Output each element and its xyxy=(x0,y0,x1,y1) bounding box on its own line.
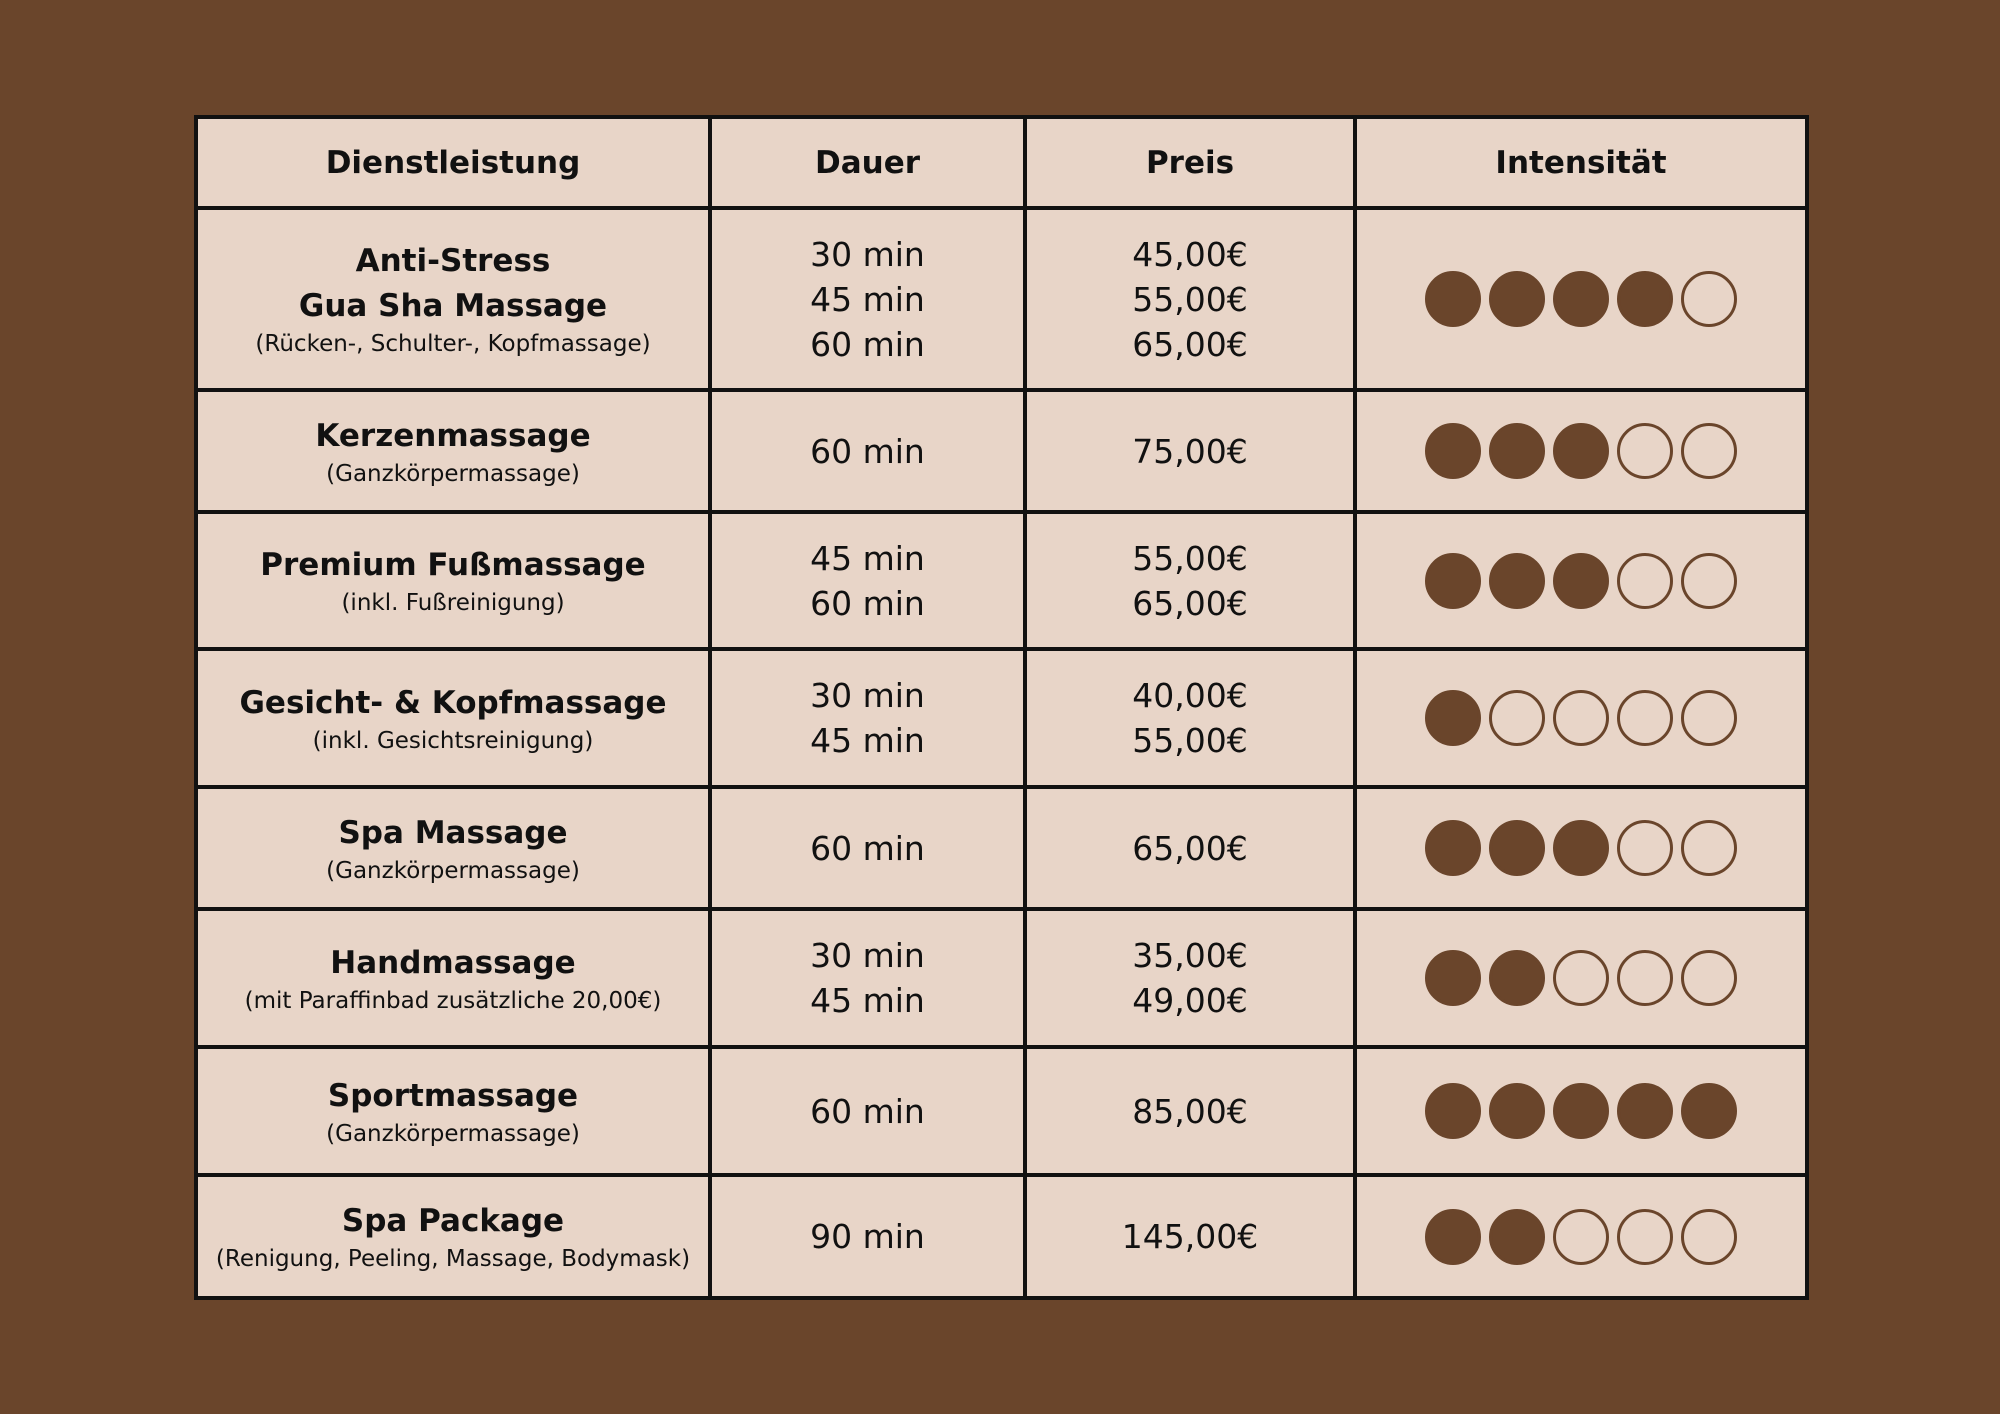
service-name-line: Gesicht- & Kopfmassage xyxy=(239,684,667,721)
intensity-rating xyxy=(1357,553,1805,609)
intensity-dot-filled xyxy=(1617,1083,1673,1139)
intensity-dot-empty xyxy=(1617,820,1673,876)
intensity-dot-empty xyxy=(1617,950,1673,1006)
duration-value: 60 min xyxy=(810,324,925,364)
service-name-line: Premium Fußmassage xyxy=(260,547,646,583)
intensity-cell xyxy=(1355,787,1807,909)
service-name-line: Handmassage xyxy=(330,944,576,981)
service-note: (inkl. Fußreinigung) xyxy=(341,590,565,616)
service-name xyxy=(198,1199,708,1244)
intensity-dot-empty xyxy=(1617,423,1673,479)
header-intensity: Intensität xyxy=(1355,117,1807,208)
price-value: 35,00€ xyxy=(1132,936,1248,975)
service-name xyxy=(198,414,708,459)
intensity-cell xyxy=(1355,909,1807,1047)
intensity-dot-empty xyxy=(1681,950,1737,1006)
duration-value: 60 min xyxy=(810,583,925,623)
intensity-dot-filled xyxy=(1553,553,1609,609)
table-row xyxy=(196,787,1807,909)
intensity-dot-filled xyxy=(1489,1209,1545,1265)
intensity-dot-empty xyxy=(1617,1209,1673,1265)
intensity-dot-empty xyxy=(1681,820,1737,876)
price-value: 65,00€ xyxy=(1132,324,1248,364)
intensity-dot-filled xyxy=(1425,1209,1481,1265)
intensity-dot-empty xyxy=(1681,690,1737,746)
price-value: 55,00€ xyxy=(1132,538,1248,578)
intensity-rating xyxy=(1357,271,1805,327)
duration-cell xyxy=(710,1175,1025,1298)
price-table xyxy=(194,115,1809,1300)
price-cell xyxy=(1025,649,1355,787)
intensity-dot-filled xyxy=(1425,950,1481,1006)
price-value: 49,00€ xyxy=(1132,981,1248,1020)
service-cell xyxy=(196,208,710,390)
service-cell xyxy=(196,390,710,512)
duration-value: 90 min xyxy=(810,1217,925,1256)
intensity-cell xyxy=(1355,390,1807,512)
intensity-dot-empty xyxy=(1681,553,1737,609)
intensity-dot-empty xyxy=(1553,1209,1609,1265)
duration-value: 45 min xyxy=(810,538,925,578)
service-note: (Rücken-, Schulter-, Kopfmassage) xyxy=(255,331,651,357)
service-name-line: Anti-Stress xyxy=(355,243,551,279)
header-service: Dienstleistung xyxy=(196,117,710,208)
duration-value: 45 min xyxy=(810,279,925,319)
price-value: 40,00€ xyxy=(1132,676,1248,715)
intensity-dot-filled xyxy=(1425,690,1481,746)
price-value: 85,00€ xyxy=(1132,1091,1248,1131)
intensity-dot-filled xyxy=(1425,423,1481,479)
intensity-dot-filled xyxy=(1489,553,1545,609)
price-value: 55,00€ xyxy=(1132,721,1248,760)
intensity-dot-filled xyxy=(1425,1083,1481,1139)
intensity-dot-filled xyxy=(1553,1083,1609,1139)
intensity-dot-filled xyxy=(1553,820,1609,876)
intensity-dot-filled xyxy=(1617,271,1673,327)
service-name-line: Gua Sha Massage xyxy=(298,288,608,324)
price-cell xyxy=(1025,787,1355,909)
intensity-cell xyxy=(1355,1047,1807,1175)
intensity-dot-empty xyxy=(1553,690,1609,746)
header-row xyxy=(196,117,1807,208)
service-name-line: Spa Massage xyxy=(338,814,568,851)
price-value: 75,00€ xyxy=(1132,431,1248,471)
service-note: (Ganzkörpermassage) xyxy=(326,1120,580,1147)
intensity-dot-empty xyxy=(1553,950,1609,1006)
intensity-dot-empty xyxy=(1681,271,1737,327)
service-name xyxy=(198,239,708,329)
table-row xyxy=(196,649,1807,787)
intensity-dot-filled xyxy=(1425,553,1481,609)
intensity-dot-empty xyxy=(1617,553,1673,609)
intensity-dot-filled xyxy=(1489,271,1545,327)
price-cell xyxy=(1025,1175,1355,1298)
table-row xyxy=(196,512,1807,649)
price-value: 45,00€ xyxy=(1132,234,1248,274)
intensity-dot-empty xyxy=(1681,1209,1737,1265)
duration-value: 45 min xyxy=(810,721,925,760)
service-name xyxy=(198,1074,708,1119)
price-value: 55,00€ xyxy=(1132,279,1248,319)
price-value: 65,00€ xyxy=(1132,828,1248,868)
intensity-cell xyxy=(1355,1175,1807,1298)
intensity-rating xyxy=(1357,950,1805,1006)
table-row xyxy=(196,909,1807,1047)
service-note: (inkl. Gesichtsreinigung) xyxy=(312,727,594,754)
service-name xyxy=(198,681,708,726)
intensity-cell xyxy=(1355,512,1807,649)
service-cell xyxy=(196,1047,710,1175)
intensity-rating xyxy=(1357,690,1805,746)
table-row xyxy=(196,208,1807,390)
service-name xyxy=(198,543,708,588)
price-cell xyxy=(1025,1047,1355,1175)
intensity-dot-filled xyxy=(1489,1083,1545,1139)
intensity-dot-filled xyxy=(1681,1083,1737,1139)
price-cell xyxy=(1025,208,1355,390)
service-note: (Ganzkörpermassage) xyxy=(326,460,580,487)
intensity-dot-filled xyxy=(1489,423,1545,479)
service-note: (Renigung, Peeling, Massage, Bodymask) xyxy=(215,1246,691,1272)
header-duration: Dauer xyxy=(710,117,1025,208)
table-row xyxy=(196,1047,1807,1175)
intensity-rating xyxy=(1357,423,1805,479)
service-name-line: Sportmassage xyxy=(327,1077,579,1114)
intensity-dot-filled xyxy=(1553,271,1609,327)
intensity-cell xyxy=(1355,649,1807,787)
service-note: (mit Paraffinbad zusätzliche 20,00€) xyxy=(244,987,662,1014)
price-cell xyxy=(1025,909,1355,1047)
duration-cell xyxy=(710,649,1025,787)
service-name-line: Kerzenmassage xyxy=(315,417,591,454)
duration-cell xyxy=(710,909,1025,1047)
duration-cell xyxy=(710,512,1025,649)
price-cell xyxy=(1025,390,1355,512)
duration-cell xyxy=(710,787,1025,909)
intensity-dot-filled xyxy=(1489,950,1545,1006)
duration-cell xyxy=(710,390,1025,512)
duration-value: 30 min xyxy=(810,936,925,975)
intensity-dot-empty xyxy=(1681,423,1737,479)
price-value: 145,00€ xyxy=(1121,1217,1259,1256)
service-name-line: Spa Package xyxy=(341,1203,565,1239)
service-cell xyxy=(196,649,710,787)
service-note: (Ganzkörpermassage) xyxy=(326,857,580,884)
header-price: Preis xyxy=(1025,117,1355,208)
intensity-dot-filled xyxy=(1489,820,1545,876)
intensity-dot-filled xyxy=(1553,423,1609,479)
intensity-dot-empty xyxy=(1617,690,1673,746)
intensity-dot-empty xyxy=(1489,690,1545,746)
duration-value: 60 min xyxy=(810,431,925,471)
service-cell xyxy=(196,512,710,649)
price-cell xyxy=(1025,512,1355,649)
service-cell xyxy=(196,909,710,1047)
service-name xyxy=(198,811,708,856)
intensity-dot-filled xyxy=(1425,271,1481,327)
duration-value: 45 min xyxy=(810,981,925,1020)
duration-value: 60 min xyxy=(810,828,925,868)
duration-value: 30 min xyxy=(810,676,925,715)
table-row xyxy=(196,390,1807,512)
intensity-rating xyxy=(1357,820,1805,876)
duration-cell xyxy=(710,208,1025,390)
service-name xyxy=(198,941,708,986)
intensity-dot-filled xyxy=(1425,820,1481,876)
intensity-rating xyxy=(1357,1083,1805,1139)
duration-value: 60 min xyxy=(810,1091,925,1131)
intensity-cell xyxy=(1355,208,1807,390)
service-cell xyxy=(196,787,710,909)
service-cell xyxy=(196,1175,710,1298)
duration-value: 30 min xyxy=(810,234,925,274)
price-value: 65,00€ xyxy=(1132,583,1248,623)
table-row xyxy=(196,1175,1807,1298)
duration-cell xyxy=(710,1047,1025,1175)
intensity-rating xyxy=(1357,1209,1805,1265)
